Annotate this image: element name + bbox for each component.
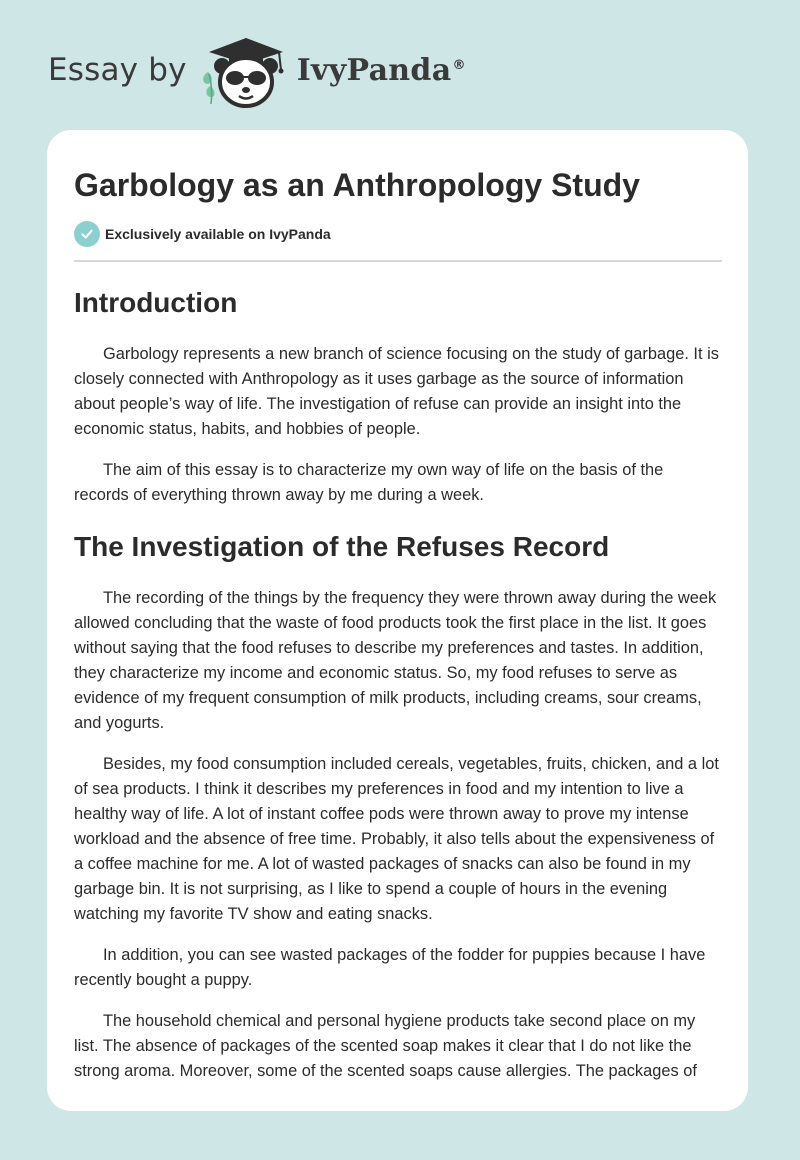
essay-title: Garbology as an Anthropology Study — [74, 167, 640, 203]
paragraph: Garbology represents a new branch of science focusing on the study of garbage. It is closely connected with Anthropology as it uses garbage as the source of information about people’s way of life. The investigation of refuse can provide an insight into the economic status, habits, and hobbies of people. — [74, 345, 719, 438]
section-heading-introduction: Introduction — [74, 287, 238, 318]
registered-mark: ® — [452, 57, 466, 73]
panda-logo-icon — [199, 30, 293, 110]
brand-header[interactable] — [48, 30, 466, 110]
brand-prefix: Essay by — [48, 52, 187, 88]
paragraph: In addition, you can see wasted packages of the fodder for puppies because I have recently bought a puppy. — [74, 946, 706, 989]
paragraph: The aim of this essay is to characterize my own way of life on the basis of the records of everything thrown away by me during a week. — [74, 461, 664, 504]
brand-name: IvyPanda® — [296, 52, 466, 88]
section-heading-investigation: The Investigation of the Refuses Record — [74, 531, 610, 562]
check-icon — [74, 221, 100, 247]
divider — [74, 260, 722, 262]
paragraph: The recording of the things by the frequency they were thrown away during the week allowed concluding that the waste of food products took the first place in the list. It goes without saying that the food refuses to describe my preferences and tastes. In addition, they characterize my income and economic status. So, my food refuses to serve as evidence of my frequent consumption of milk products, including creams, sour creams, and yogurts. — [74, 589, 717, 732]
exclusive-label: Exclusively available on IvyPanda — [105, 226, 331, 242]
essay-card — [47, 130, 748, 1111]
paragraph: The household chemical and personal hygiene products take second place on my list. The absence of packages of the scented soap makes it clear that I do not like the strong aroma. Moreover, some of the scented soaps cause allergies. The packages of — [74, 1012, 697, 1080]
paragraph: Besides, my food consumption included cereals, vegetables, fruits, chicken, and a lot of sea products. I think it describes my preferences in food and my intention to live a healthy way of life. A lot of instant coffee pods were thrown away to prove my intense workload and the absence of free time. Probably, it also tells about the expensiveness of a coffee machine for me. A lot of wasted packages of snacks can also be found in my garbage bin. It is not surprising, as I like to spend a couple of hours in the evening watching my favorite TV show and eating snacks. — [74, 755, 719, 923]
exclusive-badge — [74, 221, 722, 247]
